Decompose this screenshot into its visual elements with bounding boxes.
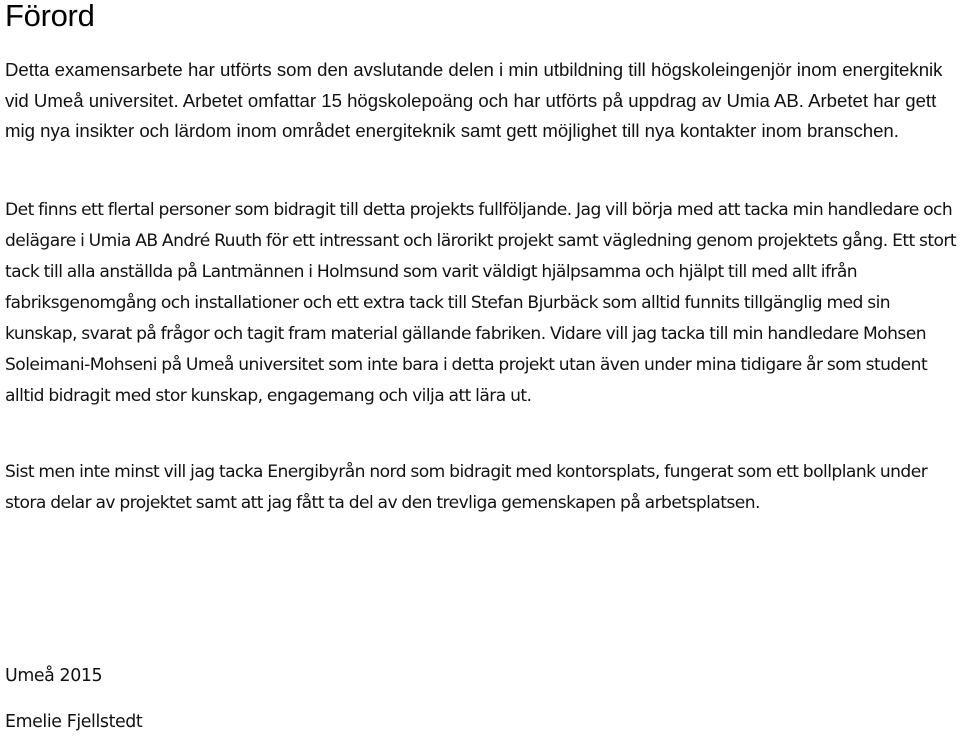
paragraph-intro: Detta examensarbete har utförts som den avslutande delen i min utbildning till högskoleingenjör inom energiteknik vid Umeå universitet. Arbetet omfattar 15 högskolepoäng och har utförts på uppdrag av Umia AB. Arbetet har gett mig nya insikter och lärdom inom området energiteknik samt gett möjlighet till nya kontakter inom branschen. [5, 59, 943, 142]
paragraph-closing: Sist men inte minst vill jag tacka Energibyrån nord som bidragit med kontorsplats, fungerat som ett bollplank under stora delar av projektet samt att jag fått ta del av den trevliga gemenskapen på arbetsplatsen. [5, 462, 928, 513]
paragraph-acknowledgements: Det finns ett flertal personer som bidragit till detta projekts fullföljande. Jag vill börja med att tacka min handledare och delägare i Umia AB André Ruuth för ett intressant och lärorikt projekt samt vägledning genom projektets gång. Ett stort tack till alla anställda på Lantmännen i Holmsund som varit väldigt hjälpsamma och hjälpt till med allt ifrån fabriksgenomgång och installationer och ett extra tack till Stefan Bjurbäck som alltid funnits tillgänglig med sin kunskap, svarat på frågor och tagit fram material gällande fabriken. Vidare vill jag tacka till min handledare Mohsen Soleimani-Mohseni på Umeå universitet som inte bara i detta projekt utan även under mina tidigare år som student alltid bidragit med stor kunskap, engagemang och vilja att lära ut. [5, 200, 957, 406]
page-title: Förord [5, 0, 95, 33]
signature-author: Emelie Fjellstedt [5, 712, 143, 732]
signature-place-year: Umeå 2015 [5, 666, 103, 686]
